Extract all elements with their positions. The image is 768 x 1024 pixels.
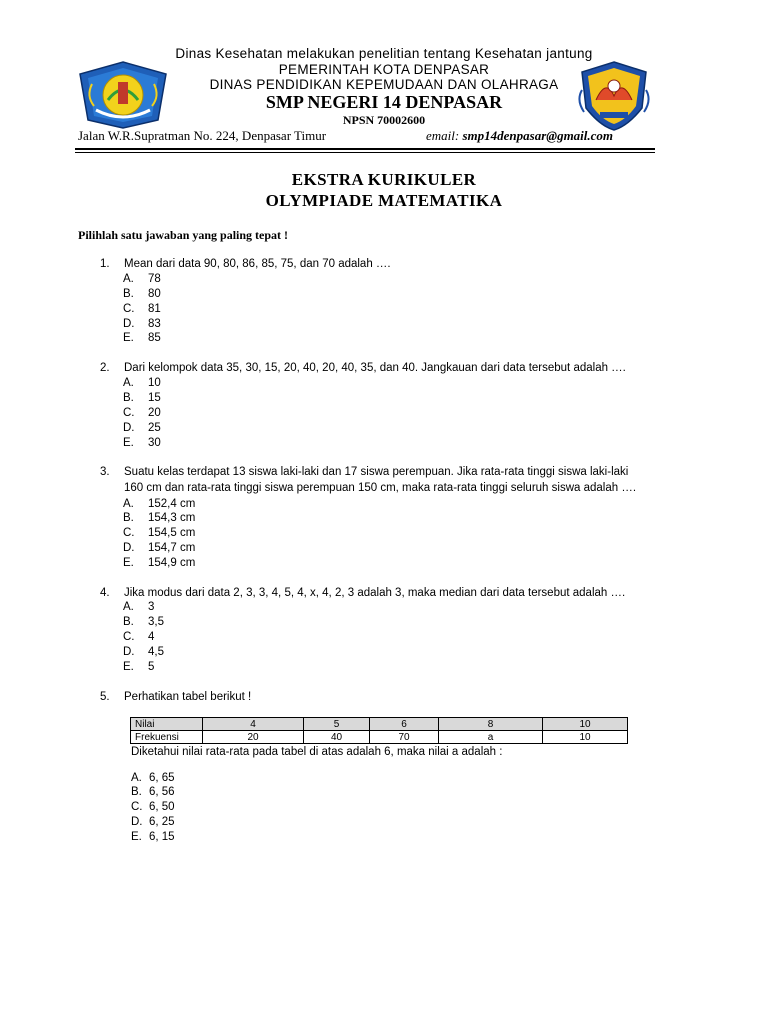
question-number: 4.	[100, 587, 110, 599]
option-c: C. 81	[123, 303, 161, 315]
school-email	[426, 128, 613, 144]
table-cell: 6	[370, 718, 439, 731]
letterhead-line-3: DINAS PENDIDIKAN KEPEMUDAAN DAN OLAHRAGA	[209, 77, 559, 92]
option-e: E. 154,9 cm	[123, 557, 196, 569]
question-5-followup: Diketahui nilai rata-rata pada tabel di atas adalah 6, maka nilai a adalah :	[131, 746, 503, 758]
table-cell: 5	[304, 718, 370, 731]
option-b: B. 154,3 cm	[123, 512, 196, 524]
option-c: C. 20	[123, 407, 161, 419]
table-header-cell: Nilai	[131, 718, 203, 731]
table-cell: 40	[304, 731, 370, 744]
question-text: Perhatikan tabel berikut !	[124, 691, 252, 703]
option-d: D. 154,7 cm	[123, 542, 196, 554]
table-cell: 10	[543, 731, 628, 744]
question-number: 5.	[100, 691, 110, 703]
option-b: B. 6, 56	[131, 786, 175, 798]
question-text: Dari kelompok data 35, 30, 15, 20, 40, 20, 40, 35, dan 40. Jangkauan dari data tersebut adalah ….	[124, 362, 626, 374]
table-row-values	[131, 718, 628, 731]
option-e: E. 85	[123, 332, 161, 344]
letterhead-rule-thick	[75, 148, 655, 150]
school-address: Jalan W.R.Supratman No. 224, Denpasar Timur	[78, 128, 327, 143]
email-address: smp14denpasar@gmail.com	[462, 128, 614, 143]
question-text: Suatu kelas terdapat 13 siswa laki-laki dan 17 siswa perempuan. Jika rata-rata tinggi siswa laki-laki	[124, 466, 629, 478]
letterhead-rule-thin	[75, 152, 655, 153]
option-e: E. 5	[123, 661, 155, 673]
school-name: SMP NEGERI 14 DENPASAR	[265, 92, 503, 112]
table-cell: 8	[439, 718, 543, 731]
frequency-table	[130, 717, 628, 744]
table-cell: 10	[543, 718, 628, 731]
question-number: 2.	[100, 362, 110, 374]
title-line-1: EKSTRA KURIKULER	[291, 170, 477, 189]
option-a: A. 152,4 cm	[123, 498, 196, 510]
option-d: D. 6, 25	[131, 816, 175, 828]
option-c: C. 4	[123, 631, 155, 643]
option-b: B. 3,5	[123, 616, 164, 628]
table-cell: 20	[203, 731, 304, 744]
question-number: 1.	[100, 258, 110, 270]
option-d: D. 83	[123, 318, 161, 330]
letterhead-line-2: PEMERINTAH KOTA DENPASAR	[278, 62, 490, 77]
table-cell: a	[439, 731, 543, 744]
option-a: A. 3	[123, 601, 155, 613]
letterhead-line-1: Dinas Kesehatan melakukan penelitian tentang Kesehatan jantung	[175, 46, 593, 61]
question-text: Mean dari data 90, 80, 86, 85, 75, dan 70 adalah ….	[124, 258, 391, 270]
question-text: 160 cm dan rata-rata tinggi siswa perempuan 150 cm, maka rata-rata tinggi seluruh siswa adalah ….	[124, 482, 637, 494]
option-d: D. 4,5	[123, 646, 164, 658]
table-row-frequency	[131, 731, 628, 744]
option-a: A. 10	[123, 377, 161, 389]
instruction: Pilihlah satu jawaban yang paling tepat !	[78, 228, 289, 242]
question-number: 3.	[100, 466, 110, 478]
question-text: Jika modus dari data 2, 3, 3, 4, 5, 4, x, 4, 2, 3 adalah 3, maka median dari data tersebut adalah ….	[124, 587, 626, 599]
option-b: B. 15	[123, 392, 161, 404]
option-b: B. 80	[123, 288, 161, 300]
option-e: E. 6, 15	[131, 831, 175, 843]
option-a: A. 78	[123, 273, 161, 285]
option-a: A. 6, 65	[131, 772, 175, 784]
table-cell: 4	[203, 718, 304, 731]
table-cell: 70	[370, 731, 439, 744]
option-d: D. 25	[123, 422, 161, 434]
option-e: E. 30	[123, 437, 161, 449]
email-label: email:	[426, 128, 460, 143]
npsn-number: NPSN 70002600	[342, 113, 426, 127]
option-c: C. 6, 50	[131, 801, 175, 813]
option-c: C. 154,5 cm	[123, 527, 196, 539]
table-header-cell: Frekuensi	[131, 731, 203, 744]
title-line-2: OLYMPIADE MATEMATIKA	[265, 191, 503, 210]
